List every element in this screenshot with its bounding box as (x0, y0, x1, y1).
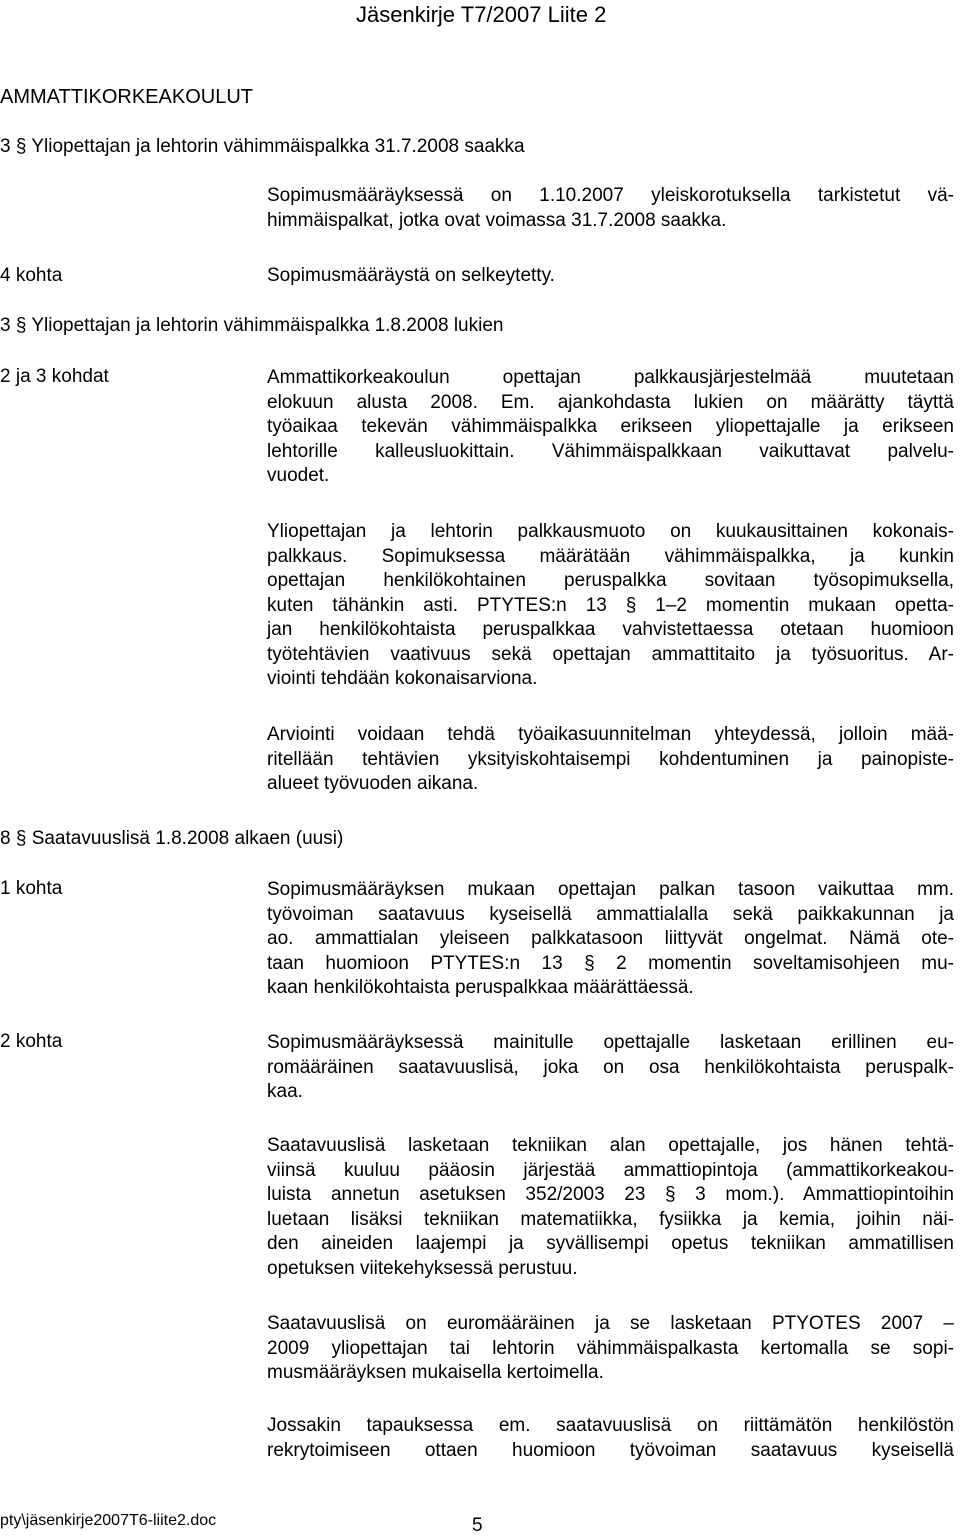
text-line: rekrytoimiseen ottaen huomioon työvoiman saatavuus kyseisellä (267, 1439, 954, 1461)
section-heading-3-from: 3 § Yliopettajan ja lehtorin vähimmäispalkka 1.8.2008 lukien (0, 315, 504, 336)
point-1-text (267, 878, 954, 1001)
page-header: Jäsenkirje T7/2007 Liite 2 (356, 2, 607, 27)
text-line: musmääräyksen mukaisella kertoimella. (267, 1362, 604, 1383)
text-line: työvoiman saatavuus kyseisellä ammattialalla sekä paikkakunnan ja (267, 903, 954, 925)
text-line: opetuksen viitekehyksessä perustuu. (267, 1257, 578, 1279)
text-line: viinsä kuuluu pääosin järjestää ammattiopintoja (ammattikorkeakou- (267, 1159, 954, 1181)
point-label-4: 4 kohta (0, 265, 63, 286)
point-4-text: Sopimusmääräystä on selkeytetty. (267, 265, 555, 286)
point-label-2: 2 kohta (0, 1031, 63, 1052)
text-line: Ammattikorkeakoulun opettajan palkkausjärjestelmää muutetaan (267, 367, 954, 388)
point-2-paragraph-1 (267, 1031, 954, 1105)
text-line: elokuun alusta 2008. Em. ajankohdasta lukien on määrätty täyttä (267, 391, 954, 413)
text-line: alueet työvuoden aikana. (267, 773, 479, 794)
point-label-2-3: 2 ja 3 kohdat (0, 366, 109, 387)
text-line: Sopimusmääräyksen mukaan opettajan palkan tasoon vaikuttaa mm. (267, 879, 954, 900)
text-line: romääräinen saatavuuslisä, joka on osa henkilökohtaista peruspalk- (267, 1056, 954, 1078)
text-line: den aineiden laajempi ja syvällisempi opetus tekniikan ammatillisen (267, 1233, 954, 1254)
text-line: luetaan lisäksi tekniikan matematiikka, fysiikka ja kemia, joihin näi- (267, 1208, 954, 1230)
text-line: kaa. (267, 1081, 303, 1102)
text-line: vuodet. (267, 465, 330, 486)
text-line: opettajan henkilökohtainen peruspalkka sovitaan työsopimuksella, (267, 570, 954, 591)
point-2-3-paragraph-1 (267, 366, 954, 489)
section-heading-8: 8 § Saatavuuslisä 1.8.2008 alkaen (uusi) (0, 828, 344, 849)
text-line: lehtorille kalleusluokittain. Vähimmäispalkkaan vaikuttavat palvelu- (267, 440, 954, 462)
text-line: viointi tehdään kokonaisarviona. (267, 668, 538, 689)
text-line: ritellään tehtävien yksityiskohtaisempi kohdentuminen ja painopiste- (267, 748, 954, 770)
section-3-intro (267, 184, 954, 233)
point-2-paragraph-2 (267, 1134, 954, 1281)
text-line: Sopimusmääräyksessä mainitulle opettajalle lasketaan erillinen eu- (267, 1032, 954, 1053)
text-line: Arviointi voidaan tehdä työaikasuunnitelman yhteydessä, jolloin mää- (267, 724, 954, 745)
text-line: 2009 yliopettajan tai lehtorin vähimmäispalkasta kertomalla se sopi- (267, 1337, 954, 1359)
document-title: AMMATTIKORKEAKOULUT (0, 86, 253, 108)
text-line: taan huomioon PTYTES:n 13 § 2 momentin soveltamisohjeen mu- (267, 952, 954, 974)
text-line: Saatavuuslisä on euromääräinen ja se lasketaan PTYOTES 2007 – (267, 1313, 954, 1334)
section-heading-3-until: 3 § Yliopettajan ja lehtorin vähimmäispalkka 31.7.2008 saakka (0, 136, 525, 157)
text-line: jan henkilökohtaista peruspalkkaa vahvistettaessa otetaan huomioon (267, 619, 954, 640)
text-line: palkkaus. Sopimuksessa määrätään vähimmäispalkka, ja kunkin (267, 545, 954, 567)
point-2-paragraph-3 (267, 1312, 954, 1386)
text-line: himmäispalkat, jotka ovat voimassa 31.7.2008 saakka. (267, 209, 727, 231)
text-line: työtehtävien vaativuus sekä opettajan ammattitaito ja työsuoritus. Ar- (267, 643, 954, 665)
text-line: Saatavuuslisä lasketaan tekniikan alan opettajalle, jos hänen tehtä- (267, 1135, 954, 1156)
footer-file-path: pty\jäsenkirje2007T6-liite2.doc (0, 1512, 217, 1529)
point-2-3-paragraph-2 (267, 520, 954, 692)
text-line: Yliopettajan ja lehtorin palkkausmuoto on kuukausittainen kokonais- (267, 521, 954, 542)
text-line: Sopimusmääräyksessä on 1.10.2007 yleiskorotuksella tarkistetut vä- (267, 185, 954, 206)
point-2-3-paragraph-3 (267, 723, 954, 797)
footer-page-number: 5 (472, 1515, 483, 1536)
text-line: kaan henkilökohtaista peruspalkkaa määrättäessä. (267, 977, 694, 998)
text-line: ao. ammattialan yleiseen palkkatasoon liittyvät ongelmat. Nämä ote- (267, 928, 954, 949)
text-line: kuten tähänkin asti. PTYTES:n 13 § 1–2 momentin mukaan opetta- (267, 594, 954, 616)
text-line: luista annetun asetuksen 352/2003 23 § 3 mom.). Ammattiopintoihin (267, 1184, 954, 1205)
text-line: työaikaa tekevän vähimmäispalkka erikseen yliopettajalle ja erikseen (267, 416, 954, 437)
text-line: Jossakin tapauksessa em. saatavuuslisä on riittämätön henkilöstön (267, 1415, 954, 1436)
point-2-paragraph-4 (267, 1414, 954, 1463)
point-label-1: 1 kohta (0, 878, 63, 899)
